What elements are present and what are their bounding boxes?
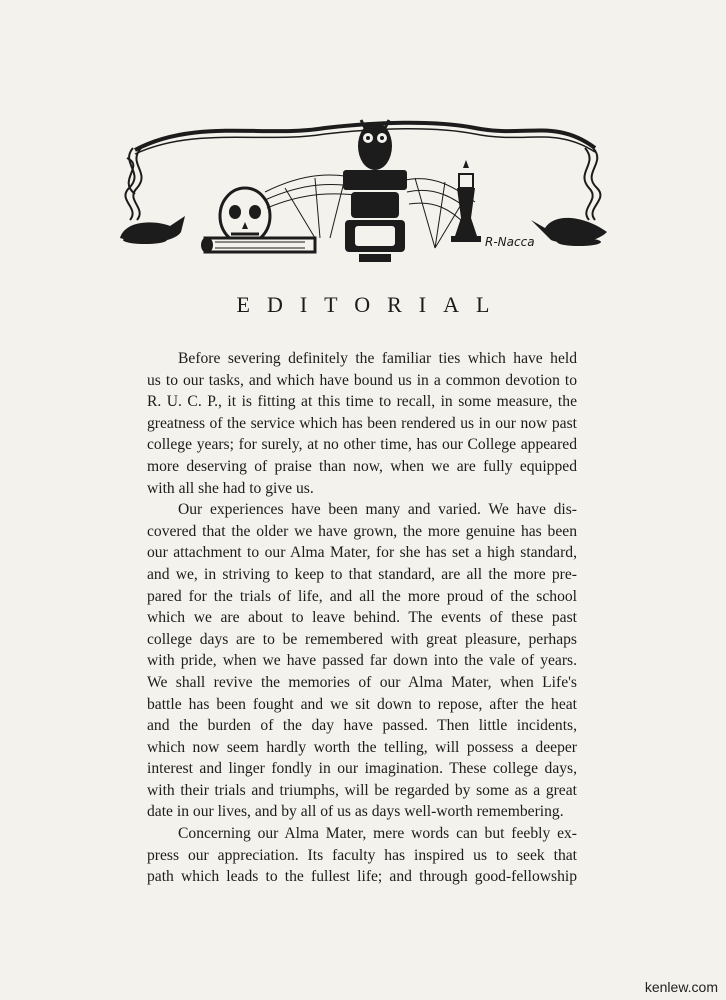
paragraph-line: path which leads to the fullest life; and through good-fellowship	[147, 868, 577, 886]
paragraph-line: more deserving of praise than now, when we are fully equipped	[147, 457, 577, 475]
paragraph-line: press our appreciation. Its faculty has inspired us to seek that	[147, 846, 577, 864]
right-oil-lamp-icon	[531, 218, 607, 246]
paragraph-line: pared for the trials of life, and all the more proud of the school	[147, 587, 577, 605]
paragraph-line: college years; for surely, at no other time, has our College appeared	[147, 436, 577, 454]
editorial-body	[147, 348, 577, 888]
paragraph-line: college days are to be remembered with great pleasure, perhaps	[147, 630, 577, 648]
skull-icon	[220, 188, 270, 244]
paragraph-line: covered that the older we have grown, the more genuine has been	[147, 522, 577, 540]
paragraph-line: greatness of the service which has been rendered us in our now past	[147, 414, 577, 432]
paragraph-line: Our experiences have been many and varied. We have dis-	[178, 501, 577, 519]
editorial-header-illustration	[115, 108, 615, 278]
paragraph-line: and the burden of the day have passed. Then little incidents,	[147, 717, 577, 735]
book-stack-icon	[343, 170, 407, 262]
paragraph-line: R. U. C. P., it is fitting at this time to recall, in some measure, the	[147, 393, 577, 411]
paragraph-line: Concerning our Alma Mater, mere words can but feebly ex-	[178, 825, 577, 843]
paragraph-line: and we, in striving to keep to that standard, are all the more pre-	[147, 565, 577, 583]
paragraph-line: us to our tasks, and which have bound us in a common devotion to	[147, 371, 577, 389]
owl-icon	[358, 120, 392, 170]
right-smoke-icon	[584, 148, 600, 220]
paragraph-line: interest and linger fondly in our imagination. These college days,	[147, 760, 577, 778]
artist-signature: R-Nacca	[485, 235, 535, 249]
left-oil-lamp-icon	[120, 216, 185, 244]
paragraph-line: Before severing definitely the familiar ties which have held	[178, 350, 577, 367]
watermark: kenlew.com	[644, 979, 718, 995]
paragraph-line: We shall revive the memories of our Alma Mater, when Life's	[147, 673, 577, 691]
paragraph-line: date in our lives, and by all of us as days well-worth remembering.	[147, 803, 564, 821]
paragraph-line: our attachment to our Alma Mater, for she has set a high standard,	[147, 544, 577, 562]
paragraph-line: with all she had to give us.	[147, 479, 314, 497]
paragraph-line: battle has been fought and we sit down to repose, after the heat	[147, 695, 577, 713]
paragraph-line: which now seem hardly worth the telling, will possess a deeper	[147, 738, 577, 756]
page-title: EDITORIAL	[236, 292, 507, 317]
paragraph-line: which we are about to leave behind. The events of these past	[147, 609, 577, 627]
paragraph-line: with their trials and triumphs, will be regarded by some as a great	[147, 781, 577, 799]
scroll-icon	[201, 237, 315, 253]
left-smoke-icon	[125, 148, 141, 220]
paragraph-line: with pride, when we have passed far down into the vale of years.	[147, 652, 577, 670]
